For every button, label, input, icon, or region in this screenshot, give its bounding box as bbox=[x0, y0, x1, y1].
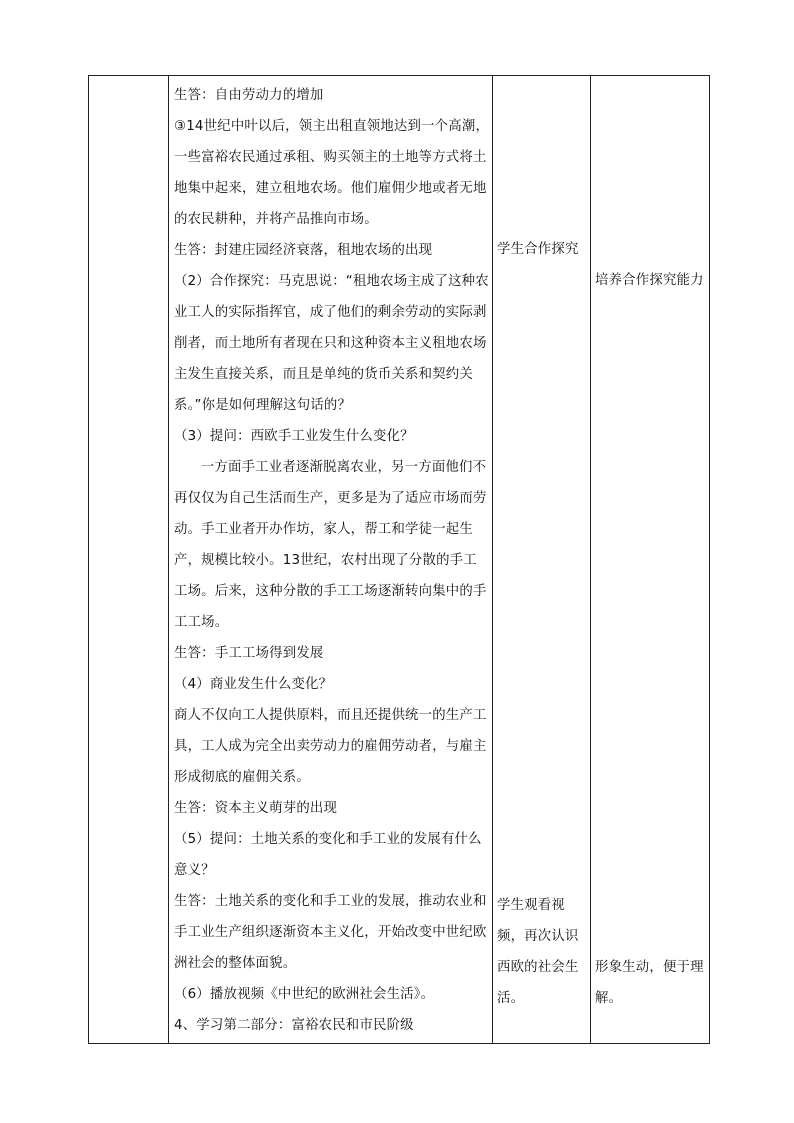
lesson-plan-table bbox=[88, 75, 710, 1044]
design-intent-cell bbox=[591, 76, 710, 1044]
student-activity-text: 学生观看视频，再次认识西欧的社会生活。 bbox=[497, 898, 579, 1006]
content-paragraph: （3）提问：西欧手工业发生什么变化？ bbox=[174, 429, 414, 444]
content-paragraph: （5）提问：土地关系的变化和手工业的发展有什么意义？ bbox=[174, 832, 482, 878]
content-paragraph: （4）商业发生什么变化？ bbox=[174, 677, 333, 692]
student-activity-cell bbox=[493, 76, 591, 1044]
content-paragraph: 一方面手工业者逐渐脱离农业，另一方面他们不再仅仅为自己生活而生产，更多是为了适应市场而劳动。手工业者开办作坊，家人，帮工和学徒一起生产，规模比较小。13世纪，农村出现了分散的手工工场。后来，这种分散的手工工场逐渐转向集中的手工工场。 bbox=[174, 460, 487, 630]
content-paragraph: （6）播放视频《中世纪的欧洲社会生活》。 bbox=[174, 987, 435, 1002]
table-row bbox=[89, 76, 710, 1044]
content-paragraph: 4、学习第二部分：富裕农民和市民阶级 bbox=[174, 1018, 414, 1033]
design-intent-text: 形象生动，便于理解。 bbox=[595, 960, 704, 1006]
content-paragraph: 生答：资本主义萌芽的出现 bbox=[174, 801, 338, 816]
content-paragraph: ③14世纪中叶以后，领主出租直领地达到一个高潮，一些富裕农民通过承租、购买领主的土地等方式将土地集中起来，建立租地农场。他们雇佣少地或者无地的农民耕种，并将产品推向市场。 bbox=[174, 119, 490, 227]
content-paragraph: 生答：自由劳动力的增加 bbox=[174, 88, 324, 103]
content-paragraph: 生答：手工工场得到发展 bbox=[174, 646, 324, 661]
teaching-content-cell bbox=[169, 76, 493, 1044]
teaching-content bbox=[169, 76, 492, 1041]
content-paragraph: 生答：土地关系的变化和手工业的发展，推动农业和手工业生产组织逐渐资本主义化，开始改变中世纪欧洲社会的整体面貌。 bbox=[174, 894, 487, 971]
content-paragraph: （2）合作探究：马克思说：“租地农场主成了这种农业工人的实际指挥官，成了他们的剩余劳动的实际剥削者，而土地所有者现在只和这种资本主义租地农场主发生直接关系，而且是单纯的货币关系和契约关系。”你是如何理解这句话的？ bbox=[174, 274, 489, 413]
content-paragraph: 商人不仅向工人提供原料，而且还提供统一的生产工具，工人成为完全出卖劳动力的雇佣劳动者，与雇主形成彻底的雇佣关系。 bbox=[174, 708, 487, 785]
student-activity-text: 学生合作探究 bbox=[497, 242, 579, 257]
content-paragraph: 生答：封建庄园经济衰落，租地农场的出现 bbox=[174, 243, 433, 258]
design-intent-text: 培养合作探究能力 bbox=[595, 273, 704, 288]
stage-column-cell bbox=[89, 76, 169, 1044]
